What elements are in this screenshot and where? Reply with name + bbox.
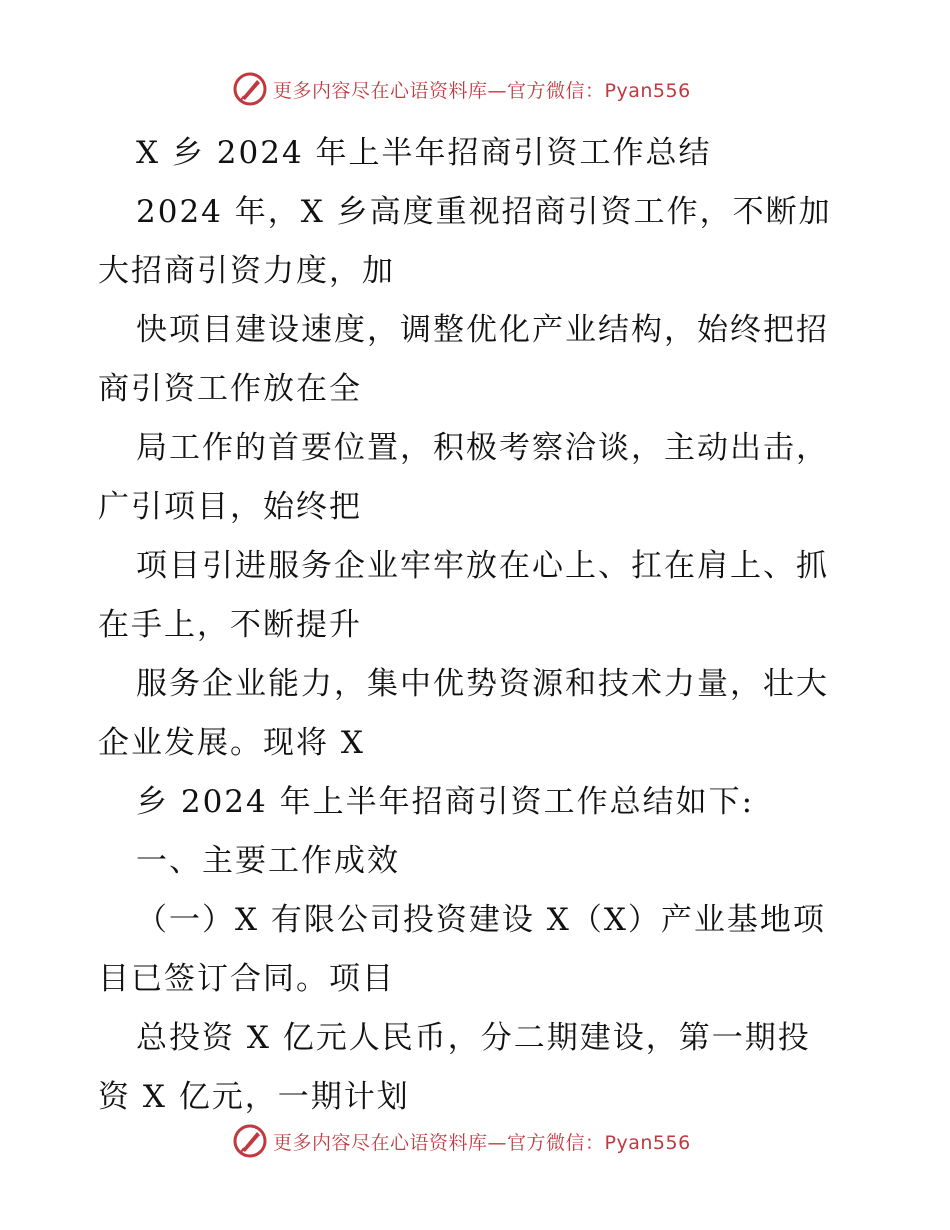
banner-text: 更多内容尽在心语资料库—官方微信：Pyan556 <box>273 79 691 102</box>
paragraph-line: 服务企业能力，集中优势资源和技术力量，壮大 <box>136 666 829 702</box>
section-heading: 一、主要工作成效 <box>136 843 400 879</box>
paragraph-line: 局工作的首要位置，积极考察洽谈，主动出击， <box>136 430 829 466</box>
paragraph-line: 乡 2024 年上半年招商引资工作总结如下: <box>136 784 755 820</box>
paragraph-line: 2024 年，X 乡高度重视招商引资工作，不断加 <box>136 194 832 230</box>
paragraph-line: 资 X 亿元，一期计划 <box>98 1079 410 1115</box>
paragraph-line: 大招商引资力度，加 <box>98 253 395 289</box>
paragraph-line: 总投资 X 亿元人民币，分二期建设，第一期投 <box>136 1020 811 1056</box>
paragraph-line: 目已签订合同。项目 <box>98 961 395 997</box>
quill-logo-icon <box>233 1124 267 1158</box>
paragraph-line: 项目引进服务企业牢牢放在心上、扛在肩上、抓 <box>136 548 829 584</box>
document-body <box>98 124 858 1127</box>
banner-text: 更多内容尽在心语资料库—官方微信：Pyan556 <box>273 1131 691 1154</box>
paragraph-line: 快项目建设速度，调整优化产业结构，始终把招 <box>136 312 829 348</box>
paragraph-line: （一）X 有限公司投资建设 X（X）产业基地项 <box>136 902 826 938</box>
paragraph-line: 广引项目，始终把 <box>98 489 362 525</box>
quill-logo-icon <box>233 72 267 106</box>
document-title: X 乡 2024 年上半年招商引资工作总结 <box>136 135 712 171</box>
header-banner <box>233 72 691 106</box>
paragraph-line: 在手上，不断提升 <box>98 607 362 643</box>
paragraph-line: 企业发展。现将 X <box>98 725 365 761</box>
paragraph-line: 商引资工作放在全 <box>98 371 362 407</box>
footer-banner <box>233 1124 691 1158</box>
